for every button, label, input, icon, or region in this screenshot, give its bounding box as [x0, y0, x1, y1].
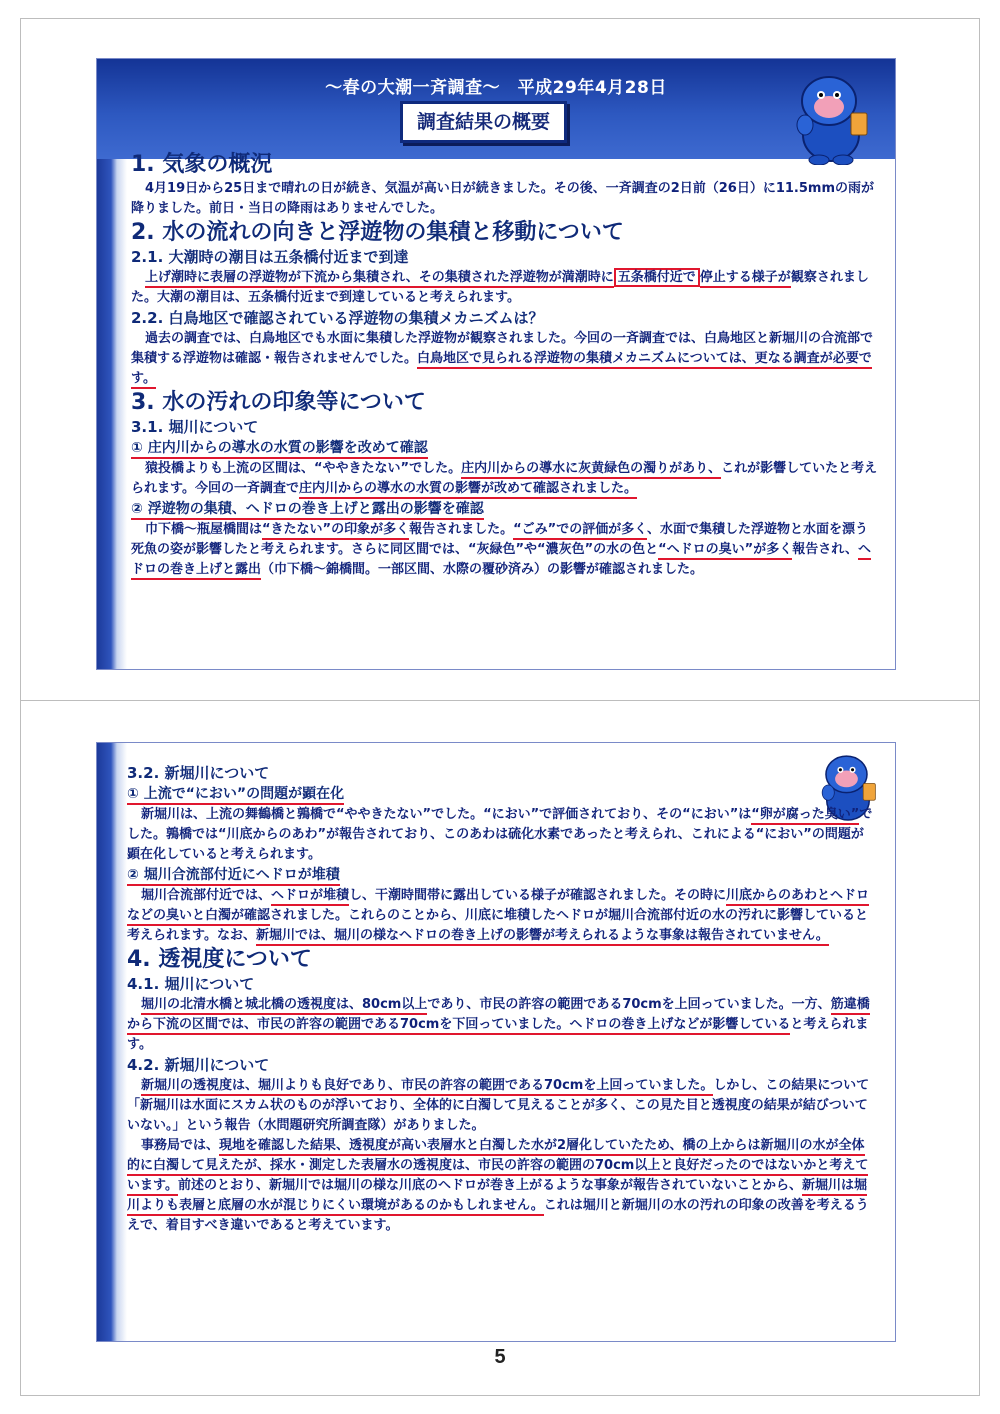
item-1-text [127, 805, 875, 865]
heading-flow: 2. 水の流れの向きと浮遊物の集積と移動について [131, 220, 624, 245]
plain-text: 報告されました。 [409, 522, 514, 537]
heading-4-2: 4.2. 新堀川について [127, 1056, 270, 1074]
slide-title: ～春の大潮一斉調査～ 平成29年4月28日 [325, 78, 667, 98]
underline-text: 新堀川の透視度は、堀川よりも良好であり、市民の許容の範囲である70cmを上回っていました。 [141, 1078, 713, 1096]
plain-text: 観察されました。大潮の潮目は、五条橋付近まで到達していると考えられます。 [131, 270, 869, 305]
item-1-heading [131, 438, 879, 459]
heading-2-1: 2.1. 大潮時の潮目は五条橋付近まで到達 [131, 248, 409, 266]
plain-text: しかし、この結果について「新堀川は水面にスカム状のものが浮いており、全体的に白濁して見えることが多く、この見た目と透視度の結果が結びついていない。」という報告（水問題研究所調査隊）がありました。 [127, 1078, 870, 1133]
plain-text: 新堀川は、上流の舞鶴橋と鶉橋で“ややきたない”でした。“におい”で評価されており、その“におい”は [141, 807, 752, 822]
item-2-text [131, 520, 879, 580]
plain-text: （巾下橋～錦橋間。一部区間、水際の覆砂済み）の影響が確認されました。 [261, 562, 704, 577]
plain-text: 前述のとおり、新堀川では堀川の様な川底のヘドロが巻き上がるような事象が報告されていないことから、 [177, 1178, 802, 1193]
item-2-heading [131, 499, 879, 520]
underline-text: 庄内川からの導水の水質の影響が改めて確認されました。 [299, 481, 637, 499]
underline-text: ① 上流で“におい”の問題が顕在化 [127, 786, 344, 805]
underline-text: 川底からのあわとヘドロなどの臭いと白濁が確認 [127, 888, 869, 926]
underline-text: 庄内川からの導水に灰黄緑色の濁りがあり、 [461, 461, 721, 479]
boxed-text: 五条橋付近で [614, 268, 700, 287]
underline-text: 新堀川では、堀川の様なヘドロの巻き上げの影響が考えられるような事象は報告されていません。 [256, 928, 829, 946]
underline-text: ② 浮遊物の集積、ヘドロの巻き上げと露出の影響を確認 [131, 501, 484, 520]
underline-text: ヘドロが堆積 [271, 888, 349, 906]
plain-text: 巾下橋～瓶屋橋間は [145, 522, 263, 537]
plain-text: 事務局では、 [141, 1138, 220, 1153]
underline-text: “ヘドロの臭い”が多く [658, 542, 792, 560]
underline-text: 筋違橋から下流の区間では、市民の許容の範囲である70cmを下回っていました。 [127, 997, 870, 1035]
page-divider [20, 700, 980, 701]
heading-3-1: 3.1. 堀川について [131, 418, 259, 436]
underline-text: “卵が腐った臭い” [751, 807, 859, 825]
underline-text: ヘドロの巻き上げと露出 [131, 542, 871, 580]
underline-text: 現地を確認した結果、透視度が高い表層水と白濁した水が2層化していたため、橋の上からは新堀川の水が全体的に白濁して見えたが、採水・測定した表層水の透視度は、市民の許容の範囲の70cm以上と良好だったのではないかと考えています。 [127, 1138, 868, 1196]
text-4-2 [127, 1076, 875, 1136]
plain-text: これは堀川と新堀川の水の汚れの印象の改善を考えるうえで、着目すべき違いであると考えています。 [127, 1198, 869, 1233]
underline-text: ① 庄内川からの導水の水質の影響を改めて確認 [131, 440, 428, 459]
plain-text: 報告され、 [792, 542, 859, 557]
heading-weather: 1. 気象の概況 [131, 152, 273, 177]
underline-text: 上げ潮時に表層の浮遊物が下流から集積され、その集積された浮遊物が満潮時に [145, 270, 614, 288]
slide-2-body [127, 763, 875, 1236]
underline-text: “ごみ”での評価が多く [513, 522, 647, 540]
plain-text: であり、市民の許容の範囲である70cmを上回っていました。一方、 [427, 997, 831, 1012]
slide-1 [96, 58, 896, 670]
text-4-1 [127, 995, 875, 1055]
plain-text: されました。これらのことから、川底に堆積したヘドロが堀川合流部付近の水の汚れに影響していると考えられます。なお、 [127, 908, 869, 943]
plain-text: 、水面で集積した浮遊物と水面を漂う死魚の姿が影響したと考えられます。さらに同区間では、“灰緑色”や“濃灰色”の水の色と [131, 522, 868, 557]
page-number: 5 [494, 1346, 506, 1368]
underline-text: 停止する様子が [700, 270, 791, 288]
slide-subtitle: 調査結果の概要 [400, 101, 567, 143]
item-2-heading [127, 865, 875, 886]
weather-text: 4月19日から25日まで晴れの日が続き、気温が高い日が続きました。その後、一斉調査の2日前（26日）に11.5mmの雨が降りました。前日・当日の降雨はありませんでした。 [131, 181, 875, 216]
plain-text: 堀川合流部付近では、 [141, 888, 272, 903]
mascot-character-icon [785, 65, 877, 165]
heading-2-2: 2.2. 白鳥地区で確認されている浮遊物の集積メカニズムは？ [131, 309, 544, 327]
item-2-text [127, 886, 875, 946]
plain-text: 過去の調査では、白鳥地区でも水面に集積した浮遊物が観察されました。今回の一斉調査では、白鳥地区と新堀川の合流部で集積する浮遊物は確認・報告されませんでした。 [131, 331, 874, 366]
underline-text: 白鳥地区で見られる浮遊物の集積メカニズムについては、更なる調査が必要です。 [131, 351, 872, 389]
slide-1-body [131, 151, 879, 580]
plain-text: と考えられます。 [127, 1017, 869, 1052]
item-1-heading [127, 784, 875, 805]
underline-text: “きたない”の印象が多く [262, 522, 409, 540]
underline-text: 堀川の北清水橋と城北橋の透視度は、80cm以上 [141, 997, 427, 1015]
heading-3-2: 3.2. 新堀川について [127, 764, 270, 782]
heading-impression: 3. 水の汚れの印象等について [131, 390, 426, 415]
underline-text: 新堀川は堀川よりも表層と底層の水が混じりにくい環境があるのかもしれません。 [127, 1178, 867, 1216]
plain-text: でした。鶉橋では“川底からのあわ”が報告されており、このあわは硫化水素であったと考えられ、これによる“におい”の問題が顕在化していると考えられます。 [127, 807, 873, 862]
heading-4-1: 4.1. 堀川について [127, 975, 255, 993]
text-2-2 [131, 329, 879, 389]
plain-text: し、干潮時間帯に露出している様子が確認されました。その時に [349, 888, 727, 903]
text-4-2-b [127, 1136, 875, 1236]
item-1-text [131, 459, 879, 499]
underline-text: ヘドロの巻き上げなどが影響している [569, 1017, 790, 1035]
plain-text: これが影響していたと考えられます。今回の一斉調査で [131, 461, 878, 496]
plain-text: 猿投橋よりも上流の区間は、“ややきたない”でした。 [145, 461, 462, 476]
text-2-1 [131, 268, 879, 308]
underline-text: ② 堀川合流部付近にヘドロが堆積 [127, 867, 340, 886]
heading-transparency: 4. 透視度について [127, 947, 312, 972]
slide-2 [96, 742, 896, 1342]
